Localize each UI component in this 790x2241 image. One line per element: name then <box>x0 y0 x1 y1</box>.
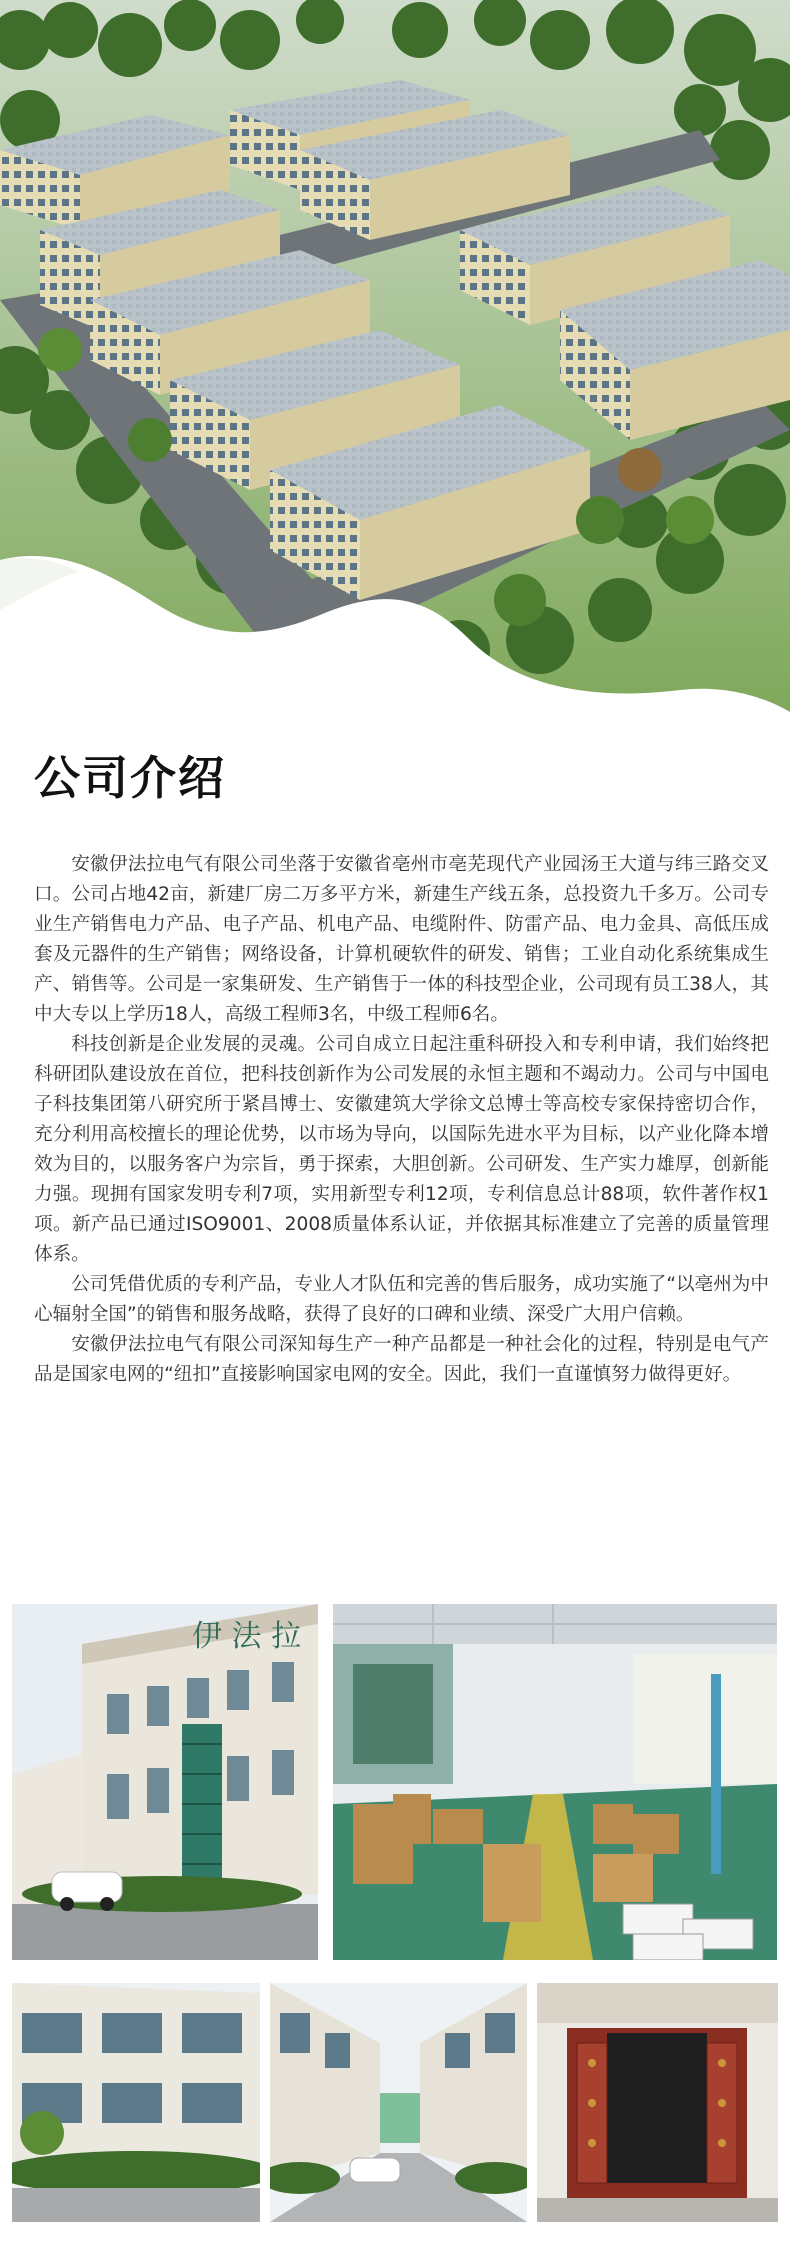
photo-street-view <box>270 1983 527 2222</box>
company-intro <box>34 850 769 1390</box>
intro-paragraph: 科技创新是企业发展的灵魂。公司自成立日起注重科研投入和专利申请，我们始终把科研团队建设放在首位，把科技创新作为公司发展的永恒主题和不竭动力。公司与中国电子科技集团第八研究所于紧昌博士、安徽建筑大学徐文总博士等高校专家保持密切合作，充分利用高校擅长的理论优势，以市场为导向，以国际先进水平为目标，以产业化降本增效为目的，以服务客户为宗旨，勇于探索，大胆创新。公司研发、生产实力雄厚，创新能力强。现拥有国家发明专利7项，实用新型专利12项，专利信息总计88项，软件著作权1项。新产品已通过ISO9001、2008质量体系认证，并依据其标准建立了完善的质量管理体系。 <box>34 1034 769 1265</box>
section-title: 公司介绍 <box>34 751 226 805</box>
svg-text:伊 法 拉: 伊 法 拉 <box>192 1619 302 1654</box>
photo-building-side <box>12 1983 260 2222</box>
intro-paragraph: 安徽伊法拉电气有限公司深知每生产一种产品都是一种社会化的过程，特别是电气产品是国家电网的“纽扣”直接影响国家电网的安全。因此，我们一直谨慎努力做得更好。 <box>34 1334 769 1385</box>
photo-warehouse-interior <box>333 1604 777 1960</box>
intro-paragraph: 公司凭借优质的专利产品，专业人才队伍和完善的售后服务，成功实施了“以亳州为中心辐射全国”的销售和服务战略，获得了良好的口碑和业绩、深受广大用户信赖。 <box>34 1274 769 1325</box>
factory-aerial-illustration <box>0 0 790 720</box>
intro-paragraph: 安徽伊法拉电气有限公司坐落于安徽省亳州市亳芜现代产业园汤王大道与纬三路交叉口。公司占地42亩，新建厂房二万多平方米，新建生产线五条，总投资九千多万。公司专业生产销售电力产品、电子产品、机电产品、电缆附件、防雷产品、电力金具、高低压成套及元器件的生产销售；网络设备，计算机硬软件的研发、销售；工业自动化系统集成生产、销售等。公司是一家集研发、生产销售于一体的科技型企业，公司现有员工38人，其中大专以上学历18人，高级工程师3名，中级工程师6名。 <box>34 854 769 1025</box>
photo-entrance-door <box>537 1983 778 2222</box>
photo-building-exterior <box>12 1604 318 1960</box>
hero-aerial-image <box>0 0 790 720</box>
